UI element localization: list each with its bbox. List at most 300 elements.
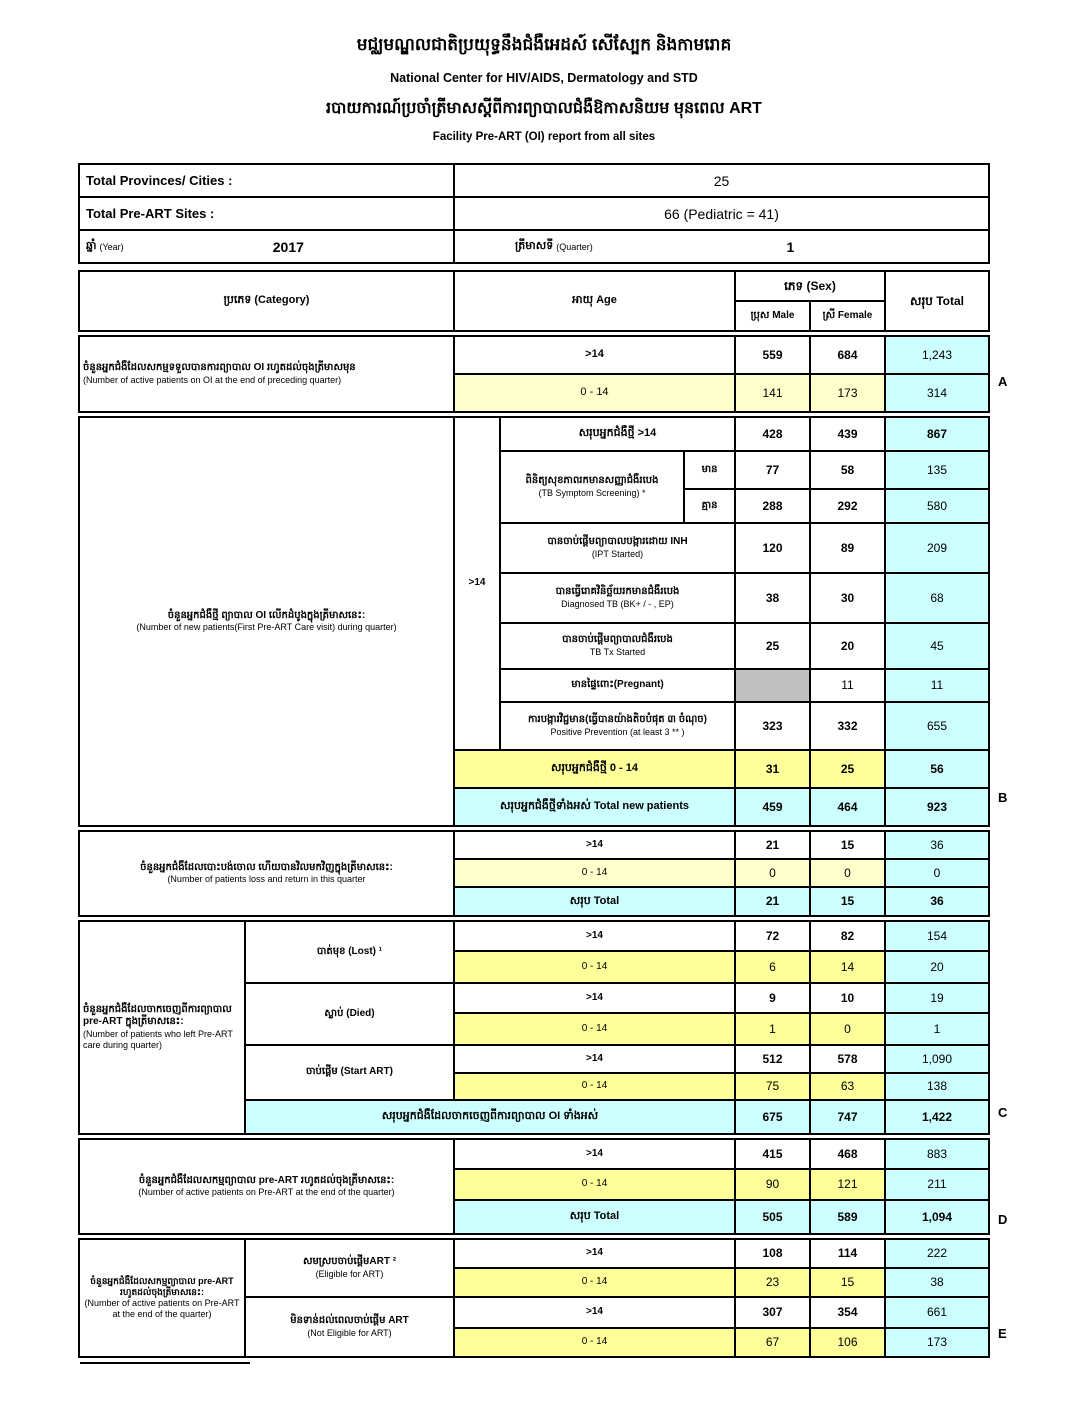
cell-text: ស្រី Female (822, 309, 873, 321)
value-total (886, 1240, 988, 1267)
cell-text: 30 (840, 590, 855, 605)
value-male (736, 860, 809, 886)
value-total (886, 624, 988, 668)
cell-text: 45 (930, 638, 944, 653)
subcategory-label (246, 1046, 453, 1099)
value-male (736, 952, 809, 982)
cell-subtext: (Number of active patients on Pre-ART at the end of the quarter) (138, 1187, 395, 1198)
subcategory-label (246, 1240, 453, 1296)
cell-subtext: TB Tx Started (589, 646, 646, 657)
sites-value: 66 (Pediatric = 41) (664, 205, 779, 222)
cell-text: 10 (840, 990, 855, 1005)
cell-text: 173 (926, 1335, 948, 1349)
category-label (80, 922, 244, 1133)
table-section-l (78, 830, 990, 917)
cell-text: 211 (927, 1177, 947, 1191)
value-total (886, 832, 988, 858)
cell-text: 11 (930, 678, 944, 692)
cell-text: 36 (930, 837, 944, 852)
value-female (811, 624, 884, 668)
table-section-e (78, 1238, 990, 1358)
value-total (886, 952, 988, 982)
cell-text: 464 (837, 799, 858, 814)
cell-subtext: (IPT Started) (591, 548, 644, 559)
cell-text: 655 (926, 718, 948, 733)
title-english: National Center for HIV/AIDS, Dermatology and STD (390, 71, 698, 85)
cell-text: សមស្របចាប់ផ្តើមART ² (302, 1256, 397, 1268)
cell-text: ចំនួនអ្នកជំងឺដែលសកម្មទទួលបានការព្យាបាល OI រហូតដល់ចុងត្រីមាសមុន (83, 362, 356, 374)
cell-text: >14 (586, 838, 603, 850)
value-male (736, 524, 809, 572)
cell-subtext: (Number of new patients(First Pre-ART Care visit) during quarter) (136, 622, 397, 633)
cell-text: 292 (837, 498, 858, 513)
value-total (886, 1140, 988, 1168)
value-total (886, 1269, 988, 1296)
cell-text: 15 (840, 894, 855, 908)
cell-text: 36 (930, 894, 944, 908)
cell-text: សរុប Total (569, 894, 620, 907)
value-total (886, 375, 988, 411)
value-male (736, 272, 884, 300)
age-label (455, 1298, 734, 1327)
value-female (811, 1170, 884, 1199)
cell-text: 67 (765, 1335, 780, 1349)
value-female (811, 1074, 884, 1099)
value-total (886, 1329, 988, 1356)
value-total (886, 1074, 988, 1099)
age-label (455, 1170, 734, 1199)
subcategory-label (246, 984, 453, 1044)
cell-text: 106 (837, 1335, 858, 1349)
year-value: 2017 (272, 238, 304, 255)
value-male (736, 751, 809, 787)
value-female (811, 337, 884, 373)
value-male (736, 1101, 809, 1133)
value-female (811, 1240, 884, 1267)
table-section-b (78, 416, 990, 827)
value-total (886, 490, 988, 522)
cell-text: 38 (765, 590, 780, 605)
cell-text: សរុបអ្នកជំងឺថ្មី 0 - 14 (550, 762, 639, 775)
cell-text: 19 (930, 990, 944, 1005)
value-total (886, 984, 988, 1012)
cell-text: 314 (926, 385, 948, 400)
cell-text: 0 - 14 (580, 386, 609, 399)
cell-text: 63 (840, 1079, 855, 1093)
quarter-label: (Quarter) (556, 241, 593, 252)
year-label: (Year) (99, 241, 124, 252)
age-label (455, 1240, 734, 1267)
age-label (455, 922, 734, 950)
value-female (811, 574, 884, 622)
cell-subtext: (TB Symptom Screening) * (538, 487, 646, 498)
value-female (811, 832, 884, 858)
value-female (811, 922, 884, 950)
age-label (685, 490, 734, 522)
age-label (455, 1074, 734, 1099)
category-label (80, 337, 453, 411)
subcategory-label (246, 1298, 453, 1356)
value-total (886, 272, 988, 330)
cell-text: ស្លាប់ (Died) (324, 1007, 375, 1019)
subtitle-khmer: របាយការណ៍ប្រចាំត្រីមាសស្តីពីការព្យាបាលជំងឺឱកាសនិយម មុនពេល ART (326, 100, 762, 117)
cell-text: 883 (926, 1146, 948, 1161)
subcategory-label (246, 1101, 734, 1133)
cell-text: 89 (840, 540, 855, 555)
value-male (736, 922, 809, 950)
value-total (886, 337, 988, 373)
cell-text: ការបង្ការវិជ្ជមាន(ធ្វើបានយ៉ាងតិចបំផុត ៣ ចំណុច) (528, 714, 707, 726)
cell-text: 0 (844, 1021, 851, 1036)
cell-text: ចំនួនអ្នកជំងឺដែលបោះបង់ចោល ហើយបានវិលមកវិញក្នុងត្រីមាសនេះ: (140, 861, 393, 873)
cell-text: 56 (930, 761, 944, 776)
cell-text: 14 (840, 959, 855, 974)
cell-text: 428 (762, 426, 783, 441)
cell-text: 559 (762, 347, 783, 362)
row-label (501, 574, 734, 622)
quarter-value: 1 (786, 238, 795, 255)
cell-text: 114 (837, 1246, 858, 1260)
cell-text: ចំនួនអ្នកជំងឺថ្មី ព្យាបាល OI លើកដំបូងក្នុងត្រីមាសនេះ: (167, 609, 366, 621)
row-label (501, 452, 683, 522)
cell-text: 209 (926, 540, 948, 555)
cell-text: ប្រុស Male (750, 309, 795, 321)
provinces-label: Total Provinces/ Cities : (86, 173, 233, 188)
value-female (811, 1269, 884, 1296)
cell-text: 0 - 14 (581, 1022, 608, 1034)
cell-text: 222 (926, 1246, 948, 1260)
cell-text: 108 (762, 1246, 783, 1260)
value-male (736, 1269, 809, 1296)
value-male (736, 1201, 809, 1233)
summary-info-table (78, 163, 990, 264)
cell-text: 332 (837, 718, 858, 733)
section-marker-e: E (998, 1326, 1007, 1341)
value-female (811, 302, 884, 330)
value-total (886, 524, 988, 572)
row-label (501, 524, 734, 572)
cell-text: 154 (926, 928, 948, 943)
cell-text: 9 (769, 990, 776, 1005)
value-male (736, 1329, 809, 1356)
age-label (455, 952, 734, 982)
value-male (736, 1046, 809, 1072)
cell-text: 512 (762, 1051, 783, 1066)
value-male (736, 337, 809, 373)
cell-subtext: (Eligible for ART) (315, 1268, 384, 1279)
cell-text: ចាប់ផ្តើម (Start ART) (306, 1066, 393, 1078)
cell-text: មិនទាន់ដល់ពេលចាប់ផ្តើម ART (290, 1315, 409, 1327)
cell-subtext: Diagnosed TB (BK+ / - , EP) (561, 598, 674, 609)
cell-text: 120 (762, 540, 783, 555)
table-section-head (78, 270, 990, 332)
value-female (811, 952, 884, 982)
cell-text: 459 (762, 799, 783, 814)
cell-text: 0 (844, 865, 851, 880)
cell-text: 1 (769, 1021, 776, 1036)
cell-text: >14 (586, 1052, 603, 1064)
report-table (78, 270, 990, 1361)
subcategory-label (246, 922, 453, 982)
cell-text: 1 (933, 1021, 941, 1036)
value-female (811, 1046, 884, 1072)
cell-text: 138 (926, 1079, 948, 1093)
value-male (736, 832, 809, 858)
cell-text: សរុបអ្នកជំងឺថ្មីទាំងអស់ Total new patients (500, 800, 689, 813)
cell-text: 15 (840, 837, 855, 852)
provinces-value: 25 (713, 172, 730, 189)
category-label (80, 1140, 453, 1233)
value-female (811, 860, 884, 886)
value-male (736, 490, 809, 522)
cell-text: ប្រភេទ (Category) (223, 294, 310, 307)
cell-text: 505 (762, 1209, 783, 1224)
cell-text: មាន (701, 463, 718, 475)
category-label (80, 418, 453, 825)
cell-text: 20 (930, 959, 944, 974)
category-label (80, 272, 453, 330)
title-khmer: មជ្ឈមណ្ឌលជាតិប្រយុទ្ធនឹងជំងឺអេដស៍ សើស្បែក និងកាមរោគ (356, 35, 732, 54)
cell-text: >14 (586, 929, 603, 941)
cell-text: 415 (762, 1146, 783, 1161)
cell-text: 20 (840, 638, 855, 653)
value-male (736, 302, 809, 330)
info-row-sites (80, 198, 988, 231)
value-female (811, 789, 884, 825)
info-row-provinces (80, 165, 988, 198)
subtitle-english: Facility Pre-ART (OI) report from all sites (432, 131, 656, 143)
value-female (811, 524, 884, 572)
cell-text: >14 (586, 1147, 603, 1159)
age-label (455, 888, 734, 915)
value-male (736, 670, 809, 701)
value-female (811, 1201, 884, 1233)
cell-text: 72 (765, 928, 780, 943)
cell-text: 135 (926, 462, 948, 477)
age-label (685, 452, 734, 488)
cell-text: 923 (926, 799, 948, 814)
row-label (501, 624, 734, 668)
value-male (736, 452, 809, 488)
cell-text: 354 (837, 1305, 858, 1319)
table-section-d (78, 1138, 990, 1235)
cell-text: 661 (926, 1305, 948, 1319)
cell-text: ចំនួនអ្នកជំងឺដែលសកម្មព្យាបាល pre-ART រហូតដល់ចុងត្រីមាសនេះ: (90, 1275, 234, 1297)
cell-text: អាយុ Age (572, 294, 617, 307)
age-label (455, 984, 734, 1012)
report-header (0, 34, 1088, 143)
value-total (886, 1298, 988, 1327)
cell-text: 11 (841, 678, 854, 692)
value-female (811, 751, 884, 787)
age-label (455, 337, 734, 373)
cell-text: បាត់មុខ (Lost) ¹ (316, 945, 383, 957)
cell-text: បានចាប់ផ្តើមព្យាបាលបង្ការដោយ INH (547, 536, 688, 548)
cell-text: សរុបអ្នកជំងឺថ្មី >14 (578, 427, 657, 440)
value-female (811, 1140, 884, 1168)
value-female (811, 984, 884, 1012)
cell-text: 141 (762, 385, 783, 400)
value-male (736, 1140, 809, 1168)
cell-text: 578 (837, 1051, 858, 1066)
cell-text: 1,422 (921, 1109, 953, 1124)
value-total (886, 1170, 988, 1199)
cell-text: 307 (762, 1305, 783, 1319)
cell-text: 38 (930, 1275, 944, 1289)
cell-text: 21 (765, 894, 780, 908)
category-label (80, 832, 453, 915)
cell-text: 90 (765, 1177, 780, 1191)
value-total (886, 418, 988, 450)
value-female (811, 1329, 884, 1356)
value-total (886, 574, 988, 622)
value-total (886, 1201, 988, 1233)
value-male (736, 1170, 809, 1199)
cell-text: 867 (926, 426, 948, 441)
age-label (455, 789, 734, 825)
value-total (886, 888, 988, 915)
value-female (811, 1298, 884, 1327)
cell-text: មានផ្ទៃពោះ(Pregnant) (571, 679, 664, 691)
row-label (501, 703, 734, 749)
value-total (886, 751, 988, 787)
age-label (455, 1329, 734, 1356)
section-marker-a: A (998, 374, 1008, 389)
cell-text: >14 (586, 1247, 603, 1259)
cell-text: 1,243 (921, 347, 953, 362)
age-label (455, 860, 734, 886)
value-total (886, 703, 988, 749)
cell-text: 23 (765, 1275, 780, 1289)
cell-subtext: (Not Eligible for ART) (307, 1327, 392, 1338)
cell-text: 0 - 14 (581, 1276, 608, 1288)
cell-text: 21 (765, 837, 780, 852)
age-label (455, 418, 499, 749)
cell-text: 25 (765, 638, 780, 653)
cell-text: 684 (837, 347, 858, 362)
value-male (736, 703, 809, 749)
cell-text: 0 - 14 (581, 1336, 608, 1348)
age-label (455, 1269, 734, 1296)
cell-text: 1,094 (921, 1209, 953, 1224)
cell-text: 77 (765, 462, 780, 477)
cell-text: ពិនិត្យសុខភាពរកមានសញ្ញាជំងឺរបេង (525, 475, 659, 487)
age-label (455, 272, 734, 330)
age-label (455, 1201, 734, 1233)
cell-text: 58 (840, 462, 855, 477)
cell-text: >14 (586, 1306, 603, 1318)
cell-text: 0 - 14 (581, 1080, 608, 1092)
value-female (811, 703, 884, 749)
cell-text: 25 (840, 761, 855, 776)
value-male (736, 1298, 809, 1327)
info-row-period (80, 231, 988, 262)
value-total (886, 670, 988, 701)
table-section-a (78, 335, 990, 413)
sites-label: Total Pre-ART Sites : (86, 206, 215, 221)
value-female (811, 888, 884, 915)
value-total (886, 452, 988, 488)
cell-subtext: (Number of patients who left Pre-ART care during quarter) (83, 1028, 233, 1050)
value-male (736, 418, 809, 450)
value-female (811, 418, 884, 450)
cell-text: 0 (769, 865, 776, 880)
cell-text: >14 (586, 991, 603, 1003)
value-female (811, 1101, 884, 1133)
cell-text: បានចាប់ផ្តើមព្យាបាលជំងឺរបេង (562, 634, 673, 646)
cell-text: បានធ្វើរោគវិនិច្ឆ័យរកមានជំងឺរបេង (555, 586, 680, 598)
cell-text: ចំនួនអ្នកជំងឺដែលចាកចេញពីការព្យាបាល pre-ART ក្នុងត្រីមាសនេះ: (83, 1003, 232, 1028)
value-male (736, 1014, 809, 1044)
cell-text: 75 (765, 1079, 780, 1093)
cell-text: 747 (837, 1109, 858, 1124)
cell-text: ចំនួនអ្នកជំងឺដែលសកម្មព្យាបាល pre-ART រហូតដល់ចុងត្រីមាសនេះ: (138, 1174, 395, 1186)
cell-text: 15 (840, 1275, 855, 1289)
age-label (455, 375, 734, 411)
value-total (886, 860, 988, 886)
cell-text: 468 (837, 1146, 858, 1161)
age-label (455, 1014, 734, 1044)
age-label (455, 751, 734, 787)
cell-text: 1,090 (921, 1051, 953, 1066)
cell-text: 675 (762, 1109, 783, 1124)
row-label (501, 670, 734, 701)
cell-text: សរុបអ្នកជំងឺដែលចាកចេញពីការព្យាបាល OI ទាំងអស់ (381, 1110, 599, 1123)
value-total (886, 1014, 988, 1044)
cell-text: 6 (769, 959, 776, 974)
value-male (736, 624, 809, 668)
cell-text: 0 - 14 (581, 1178, 608, 1190)
section-marker-d: D (998, 1212, 1008, 1227)
year-label-khmer: ឆ្នាំ (86, 239, 97, 252)
table-section-c (78, 920, 990, 1135)
cell-text: 323 (762, 718, 783, 733)
cell-subtext: (Number of patients loss and return in this quarter (167, 874, 366, 885)
cell-text: 121 (837, 1177, 858, 1191)
cell-text: 0 (933, 865, 941, 880)
value-male (736, 1240, 809, 1267)
value-total (886, 1101, 988, 1133)
cell-text: 31 (765, 761, 780, 776)
category-label (80, 1240, 244, 1356)
value-total (886, 922, 988, 950)
cell-text: ភេទ (Sex) (784, 278, 836, 293)
section-marker-c: C (998, 1105, 1008, 1120)
cell-text: 173 (837, 385, 858, 400)
quarter-label-khmer: ត្រីមាសទី (515, 239, 554, 252)
cell-text: 580 (926, 498, 948, 513)
value-total (886, 1046, 988, 1072)
footnote-rule (80, 1362, 250, 1364)
cell-text: សរុប Total (569, 1210, 620, 1223)
cell-text: 589 (837, 1209, 858, 1224)
cell-subtext: Positive Prevention (at least 3 ** ) (550, 726, 685, 737)
cell-text: 288 (762, 498, 783, 513)
value-female (811, 1014, 884, 1044)
age-label (455, 1046, 734, 1072)
value-male (736, 789, 809, 825)
value-male (736, 984, 809, 1012)
cell-subtext: (Number of active patients on OI at the end of preceding quarter) (83, 374, 342, 385)
value-female (811, 670, 884, 701)
cell-text: 439 (837, 426, 858, 441)
cell-subtext: (Number of active patients on Pre-ART at the end of the quarter) (84, 1298, 240, 1320)
cell-text: 82 (840, 928, 855, 943)
value-male (736, 888, 809, 915)
cell-text: 0 - 14 (581, 866, 608, 878)
value-female (811, 490, 884, 522)
cell-text: >14 (585, 348, 604, 361)
